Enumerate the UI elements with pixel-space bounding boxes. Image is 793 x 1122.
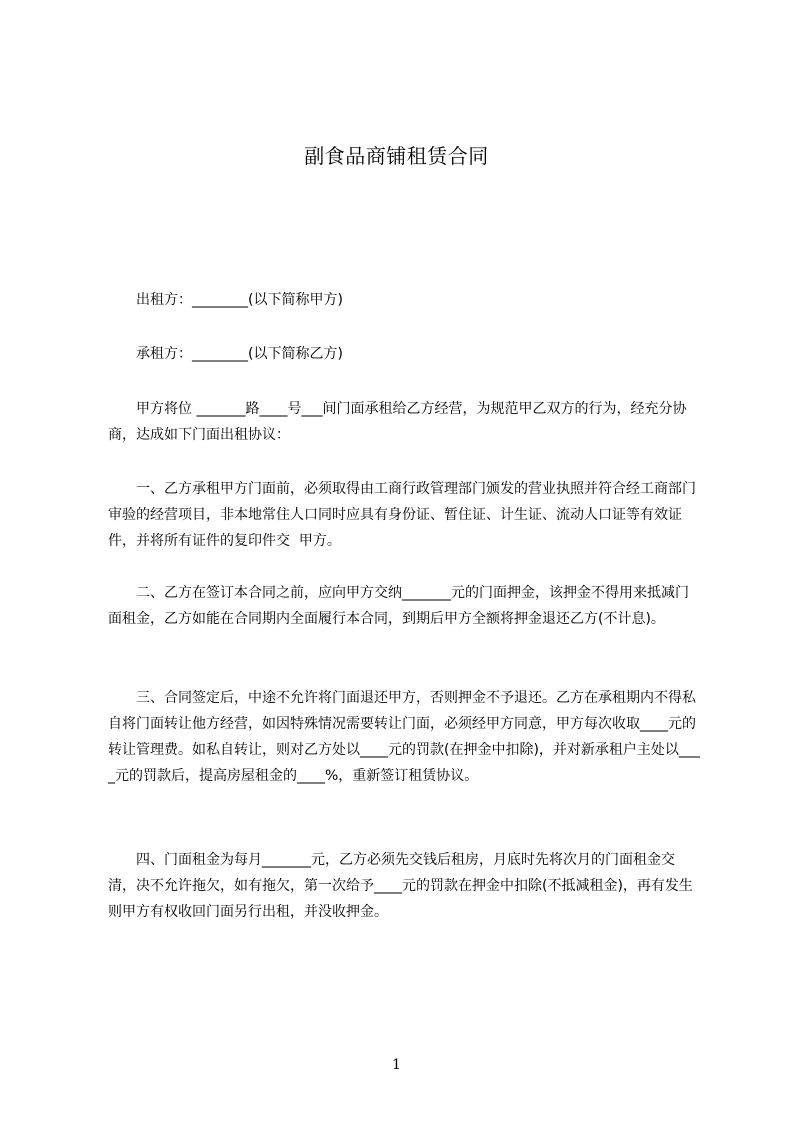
clause-4: 四、门面租金为每月_______元，乙方必须先交钱后租房，月底时先将次月的门面租金交清，决不允许拖欠，如有拖欠，第一次给予____元的罚款在押金中扣除(不抵减租金)，再有发生则甲方有权收回门面另行出租，并没收押金。 [108, 852, 693, 920]
clause-3: 三、合同签定后，中途不允许将门面退还甲方，否则押金不予退还。乙方在承租期内不得私自将门面转让他方经营，如因特殊情况需要转让门面，必须经甲方同意，甲方每次收取____元的转让管理费。如私自转让，则对乙方处以____元的罚款(在押金中扣除)，并对新承租户主处以____元的罚款后，提高房屋租金的____%，重新签订租赁协议。 [108, 690, 700, 784]
clause-1: 一、乙方承租甲方门面前，必须取得由工商行政管理部门颁发的营业执照并符合经工商部门审验的经营项目，非本地常住人口同时应具有身份证、暂住证、计生证、流动人口证等有效证件，并将所有证件的复印件交 甲方。 [108, 481, 696, 549]
lessor-line: 出租方：________(以下简称甲方) [136, 292, 343, 308]
page-number: 1 [392, 1057, 401, 1073]
document-title: 副食品商铺租赁合同 [304, 144, 489, 168]
clause-2: 二、乙方在签订本合同之前，应向甲方交纳_______元的门面押金，该押金不得用来抵减门面租金，乙方如能在合同期内全面履行本合同，到期后甲方全额将押金退还乙方(不计息)。 [108, 585, 689, 627]
intro-paragraph: 甲方将位 _______路____号___间门面承租给乙方经营，为规范甲乙双方的行为，经充分协商，达成如下门面出租协议： [108, 401, 687, 443]
lessee-line: 承租方：________(以下简称乙方) [136, 346, 343, 362]
